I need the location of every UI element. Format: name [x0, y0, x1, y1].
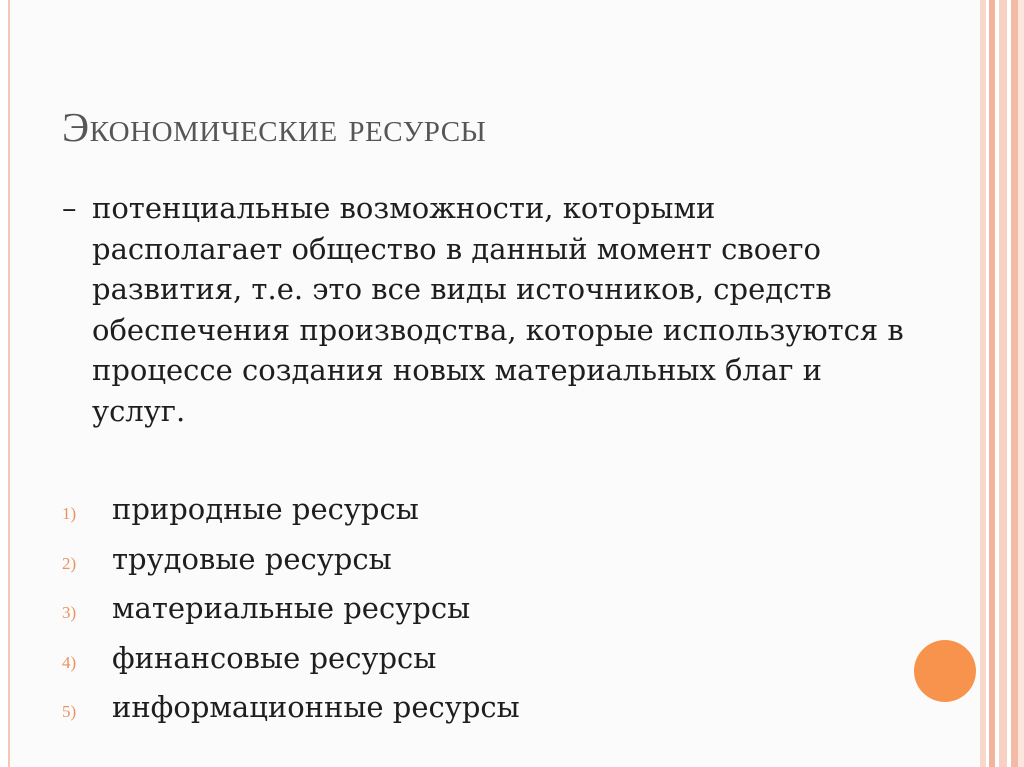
definition-text: [62, 188, 912, 431]
decorative-side-stripes: [980, 0, 1024, 767]
list-label: природные ресурсы: [112, 492, 419, 526]
list-label: трудовые ресурсы: [112, 541, 392, 576]
list-item: [62, 492, 520, 542]
list-number: 5): [62, 702, 77, 721]
list-item: [62, 641, 520, 691]
resource-list: [62, 492, 520, 740]
list-item: [62, 591, 520, 641]
list-label: финансовые ресурсы: [112, 640, 437, 675]
slide-title: Экономические ресурсы: [62, 104, 487, 150]
list-item: [62, 690, 520, 740]
definition-body: потенциальные возможности, которыми располагает общество в данный момент своего развития, т.е. это все виды источников, средств обеспечения производства, которые используются в процессе создания новых материальных благ и услуг.: [92, 191, 904, 428]
definition-dash: –: [62, 191, 77, 225]
list-number: 4): [62, 652, 77, 672]
list-label: материальные ресурсы: [112, 591, 471, 625]
list-number: 3): [62, 603, 77, 622]
list-number: 1): [62, 504, 77, 523]
decorative-circle-icon: [914, 640, 976, 702]
list-label: информационные ресурсы: [112, 690, 520, 724]
list-item: [62, 542, 520, 592]
list-number: 2): [62, 553, 77, 573]
